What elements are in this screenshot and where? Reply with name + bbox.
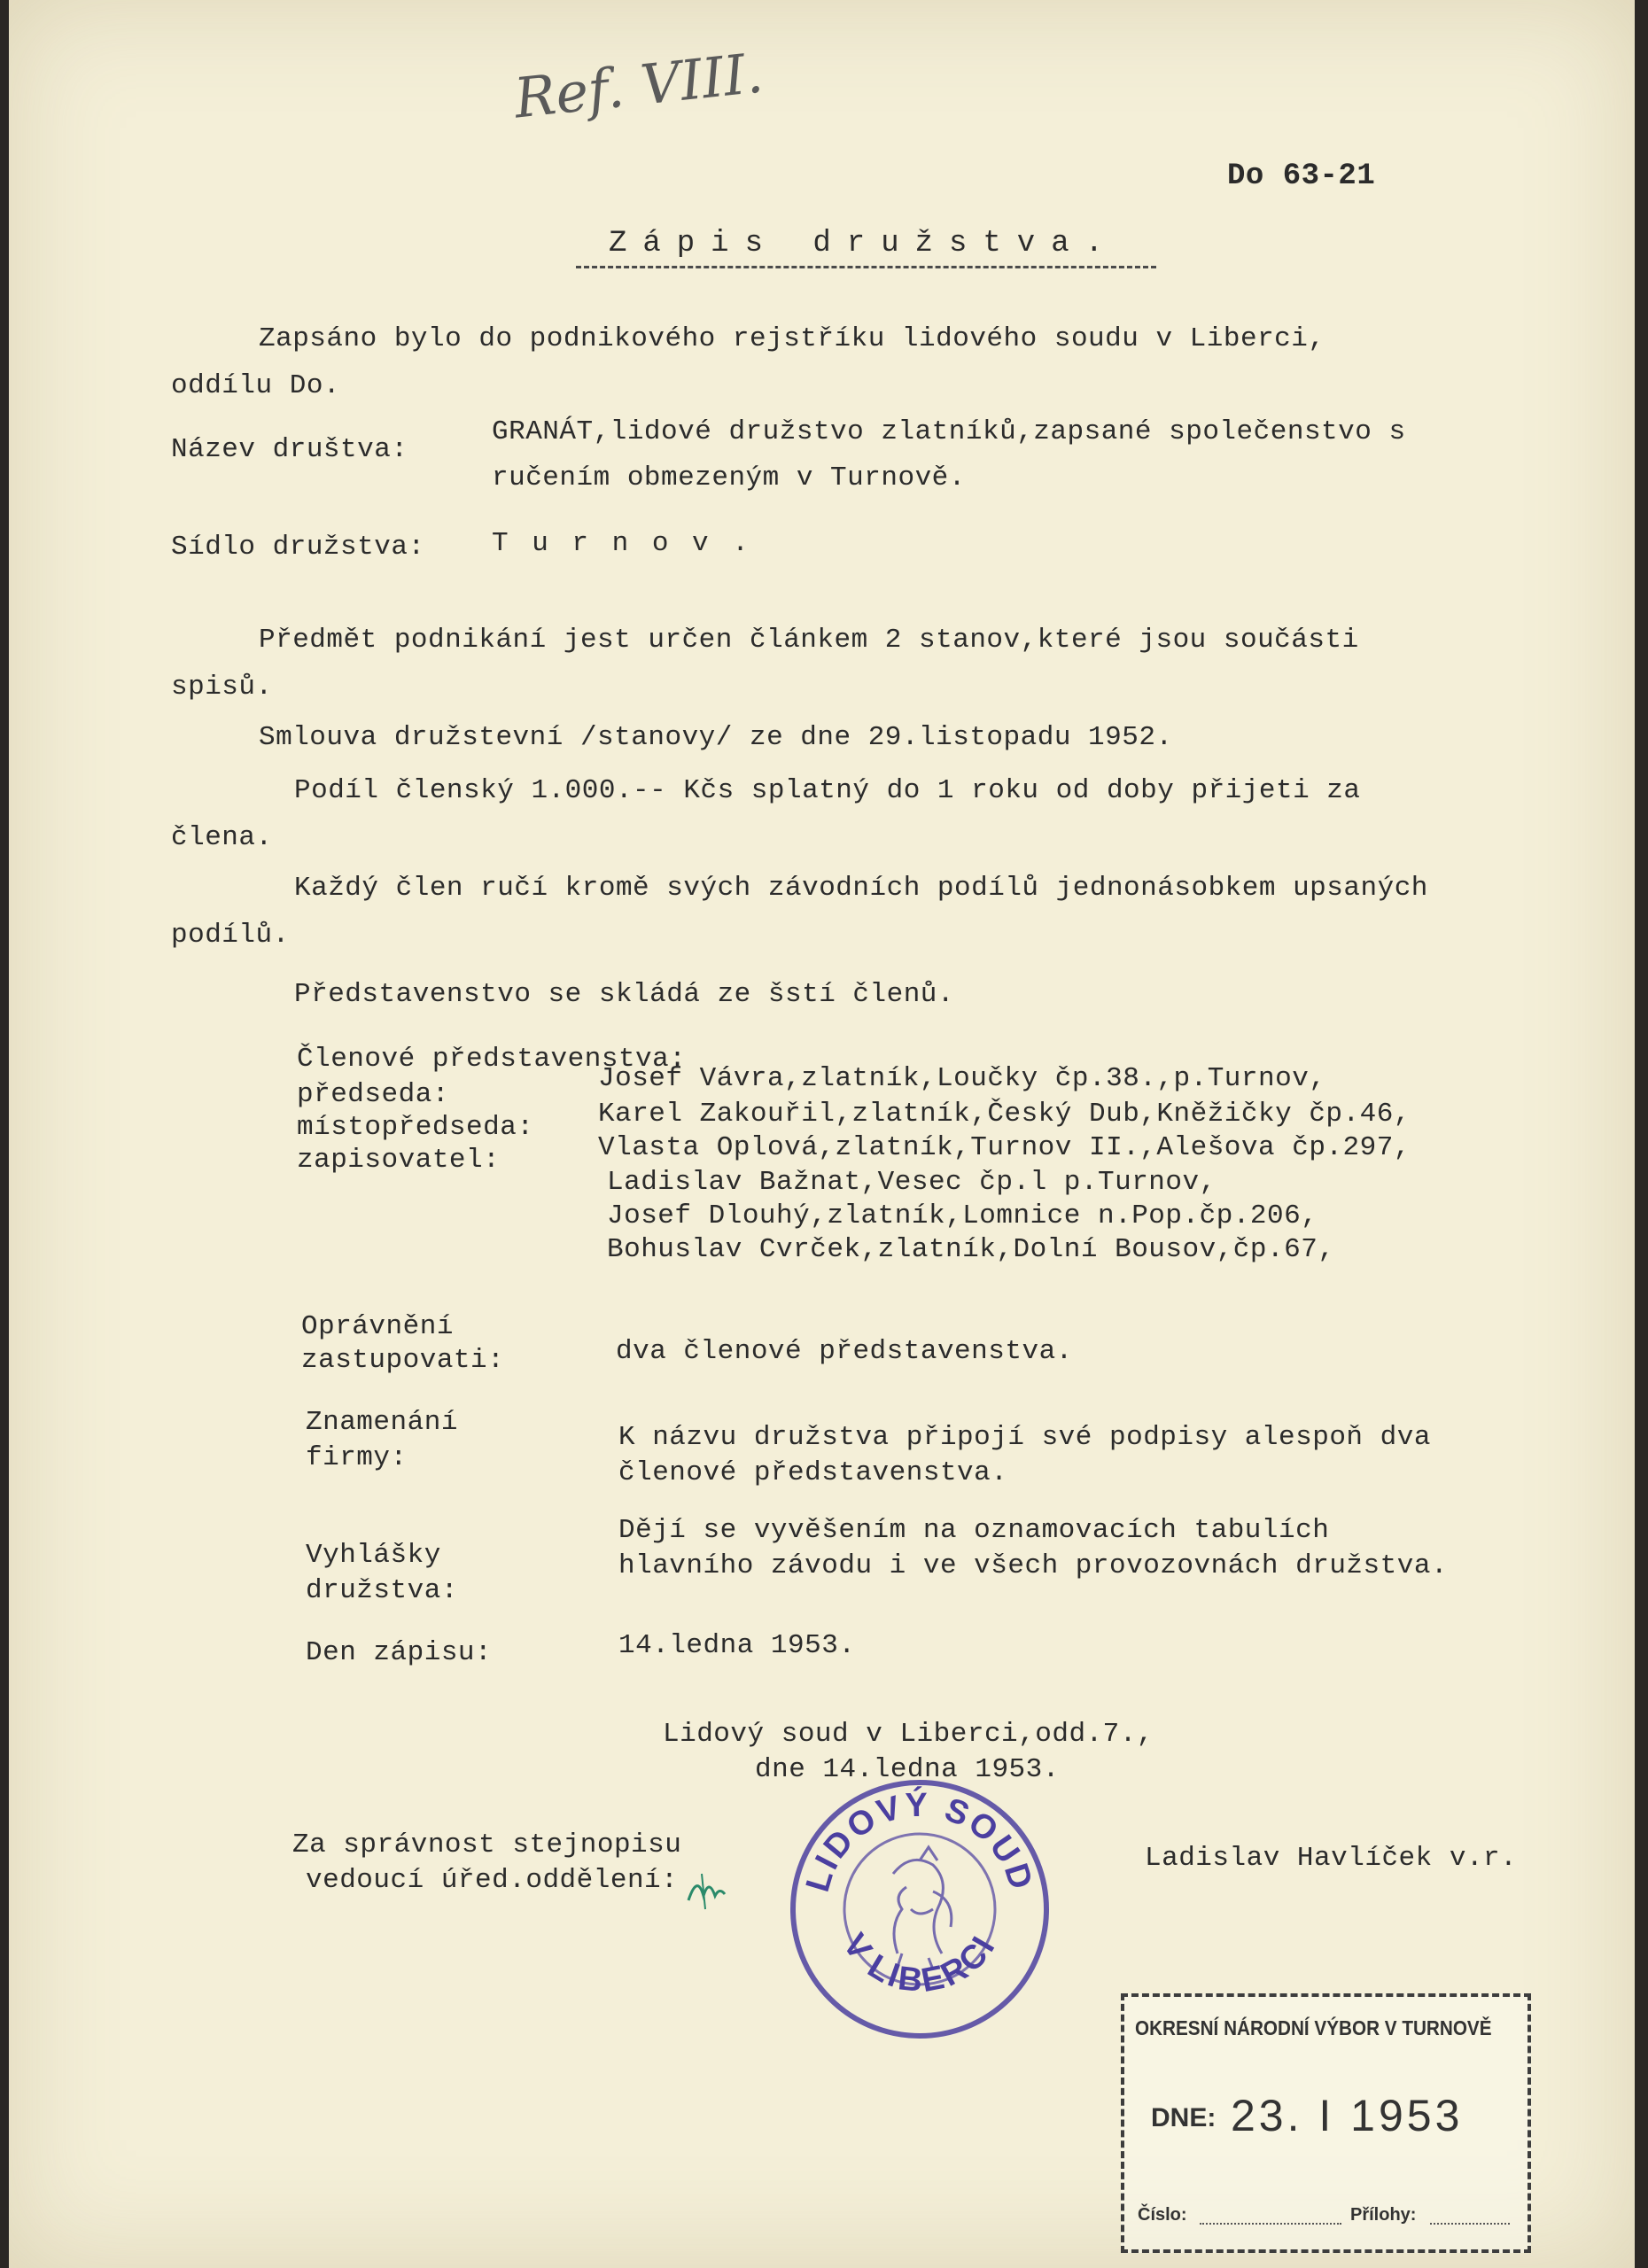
reference-note: Ref. VIII.	[510, 40, 766, 131]
title-text: Zápis družstva.	[608, 227, 1120, 260]
intro-line-1: Zapsáno bylo do podnikového rejstříku lidového soudu v Liberci,	[259, 323, 1325, 354]
notices-label-1: Vyhlášky	[306, 1540, 441, 1571]
registry-attachments-dots	[1430, 2223, 1510, 2225]
registry-number-label: Číslo:	[1138, 2205, 1187, 2225]
seat-label: Sídlo družstva:	[171, 532, 425, 563]
court-round-stamp	[787, 1776, 1053, 2042]
board-member: Karel Zakouřil,zlatník,Český Dub,Kněžičky čp.46,	[598, 1099, 1411, 1130]
authorization-value: dva členové představenstva.	[616, 1336, 1073, 1367]
certification-line-1: Za správnost stejnopisu	[292, 1829, 682, 1860]
signing-label-2: firmy:	[306, 1442, 408, 1473]
registry-date-label: DNE:	[1151, 2103, 1217, 2132]
share-line-1: Podíl členský 1.000.-- Kčs splatný do 1 roku od doby přijeti za	[294, 775, 1361, 806]
signing-value-1: K názvu družstva připojí své podpisy alespoň dva	[618, 1422, 1431, 1453]
name-value-2: ručením obmezeným v Turnově.	[492, 462, 966, 493]
contract-line: Smlouva družstevní /stanovy/ ze dne 29.listopadu 1952.	[259, 722, 1173, 753]
share-line-2: člena.	[171, 822, 273, 853]
title-underline	[576, 266, 1156, 268]
stamp-top-text: LIDOVÝ SOUD	[799, 1786, 1041, 1897]
entry-day-value: 14.ledna 1953.	[618, 1630, 856, 1661]
board-heading: Členové představenstva:	[297, 1044, 687, 1075]
document-page	[9, 0, 1635, 2268]
registry-stamp-title: OKRESNÍ NÁRODNÍ VÝBOR V TURNOVĚ	[1135, 2016, 1492, 2039]
signatory: Ladislav Havlíček v.r.	[1145, 1843, 1518, 1874]
document-number: Do 63-21	[1227, 159, 1376, 193]
subject-line-1: Předmět podnikání jest určen článkem 2 stanov,které jsou součásti	[259, 625, 1359, 656]
district-registry-stamp	[1121, 1993, 1531, 2253]
intro-line-2: oddílu Do.	[171, 370, 341, 401]
stamp-bottom-text: V LIBERCI	[835, 1927, 1004, 2000]
board-member: Josef Dlouhý,zlatník,Lomnice n.Pop.čp.206,	[607, 1200, 1318, 1231]
seat-value: T u r n o v .	[492, 528, 752, 559]
board-member: Ladislav Bažnat,Vesec čp.l p.Turnov,	[607, 1167, 1217, 1198]
liability-line-1: Každý člen ručí kromě svých závodních podílů jednonásobkem upsaných	[294, 873, 1428, 904]
notices-value-1: Dějí se vyvěšením na oznamovacích tabulích	[618, 1515, 1330, 1546]
authorization-label-2: zastupovati:	[301, 1345, 505, 1376]
board-member: Vlasta Oplová,zlatník,Turnov II.,Alešova čp.297,	[598, 1132, 1411, 1163]
role-secretary: zapisovatel:	[297, 1145, 501, 1176]
board-member: Bohuslav Cvrček,zlatník,Dolní Bousov,čp.67,	[607, 1234, 1335, 1265]
registry-attachments-label: Přílohy:	[1350, 2205, 1417, 2225]
court-line-1: Lidový soud v Liberci,odd.7.,	[663, 1719, 1154, 1750]
name-value-1: GRANÁT,lidové družstvo zlatníků,zapsané společenstvo s	[492, 416, 1406, 447]
notices-label-2: družstva:	[306, 1575, 458, 1606]
entry-day-label: Den zápisu:	[306, 1637, 493, 1668]
lion-emblem-icon	[893, 1847, 952, 1969]
initials-mark	[684, 1869, 728, 1914]
role-vice-chairman: místopředseda:	[297, 1112, 534, 1143]
name-label: Název društva:	[171, 434, 408, 465]
registry-number-dots	[1200, 2223, 1341, 2225]
role-chairman: předseda:	[297, 1079, 449, 1110]
board-size-line: Představenstvo se skládá ze šstí členů.	[294, 979, 955, 1010]
court-line-2: dne 14.ledna 1953.	[755, 1754, 1060, 1785]
board-member: Josef Vávra,zlatník,Loučky čp.38.,p.Turnov,	[598, 1063, 1326, 1094]
registry-date: 23. I 1953	[1231, 2091, 1464, 2140]
certification-line-2: vedoucí úřed.oddělení:	[306, 1865, 679, 1896]
authorization-label-1: Oprávnění	[301, 1311, 454, 1342]
notices-value-2: hlavního závodu i ve všech provozovnách družstva.	[618, 1550, 1449, 1581]
subject-line-2: spisů.	[171, 672, 273, 703]
signing-label-1: Znamenání	[306, 1407, 458, 1438]
liability-line-2: podílů.	[171, 920, 290, 951]
document-title	[576, 227, 1152, 260]
signing-value-2: členové představenstva.	[618, 1457, 1008, 1488]
